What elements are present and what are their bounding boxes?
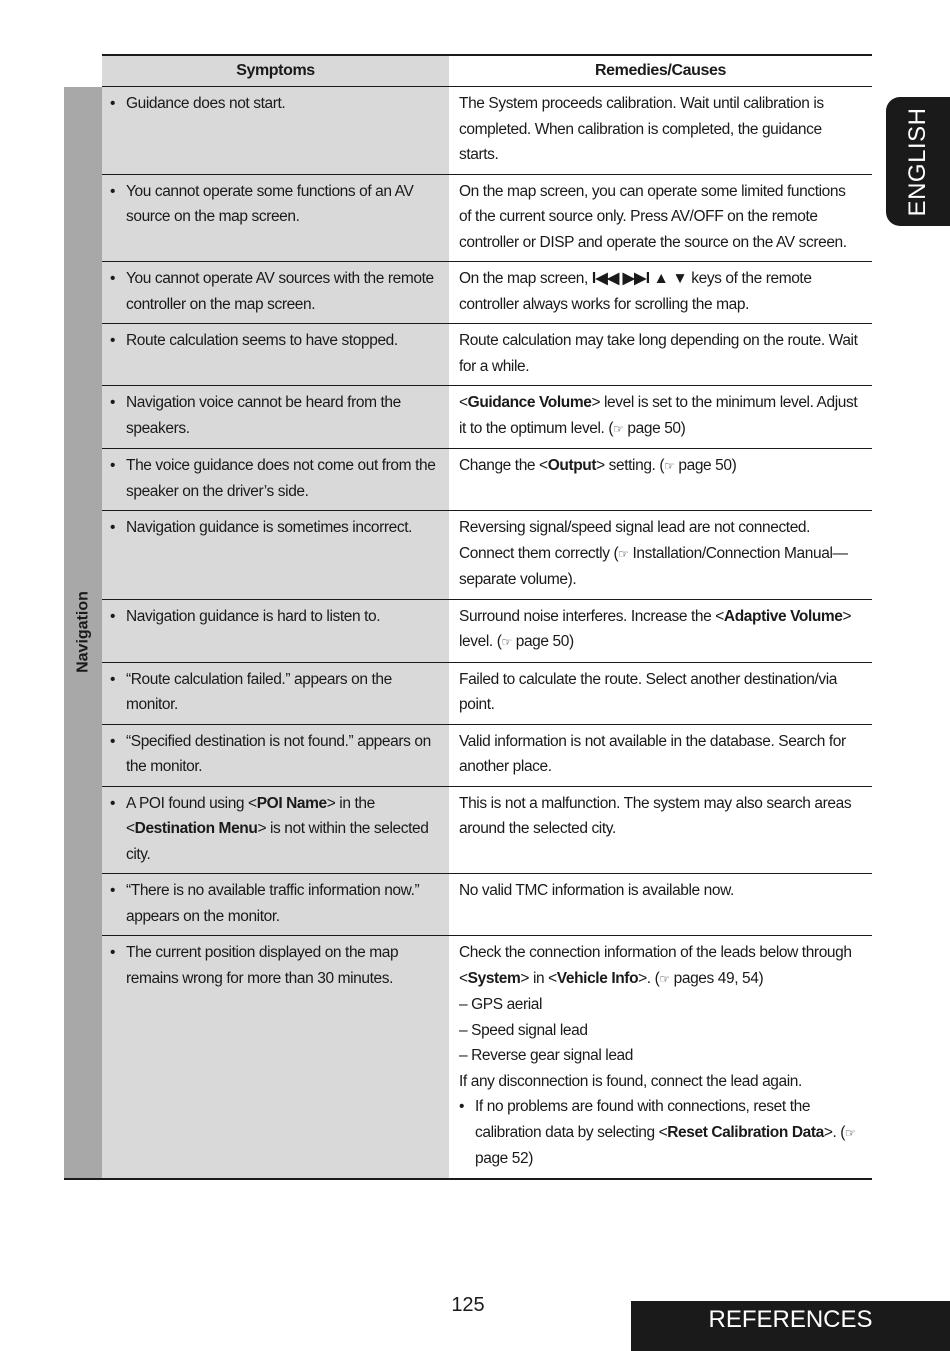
- remedy-cell: [449, 599, 872, 662]
- table-row: [64, 87, 872, 175]
- page-reference-text: page 50): [674, 457, 737, 474]
- remedy-cell: [449, 386, 872, 449]
- lead-list-item: – Reverse gear signal lead: [459, 1047, 633, 1064]
- table-row: [64, 599, 872, 662]
- remedy-text: Reversing signal/speed signal lead are not connected. Connect them correctly (: [459, 519, 811, 562]
- remedy-text: > level is set to the minimum level. Adjust it to the optimum level. (: [459, 394, 858, 437]
- symptom-cell: [102, 936, 449, 1179]
- bullet-icon: •: [110, 519, 116, 536]
- remedy-cell: [449, 324, 872, 386]
- page-reference-icon: ☞: [845, 1125, 856, 1140]
- table-row: [64, 786, 872, 874]
- remedy-text-part: >. (: [823, 1123, 846, 1141]
- symptom-text: “There is no available traffic information now.” appears on the monitor.: [126, 882, 420, 925]
- header-blank: [64, 55, 102, 87]
- remedy-text: Surround noise interferes. Increase the <: [459, 607, 724, 625]
- symptom-cell: [102, 511, 449, 600]
- table-row: [64, 511, 872, 600]
- symptom-cell: [102, 87, 449, 175]
- symptom-text: Navigation guidance is hard to listen to.: [126, 607, 381, 625]
- page-reference-text: page 50): [511, 633, 574, 650]
- page-reference-text: pages 49, 54): [669, 969, 764, 987]
- category-label: Navigation: [74, 591, 92, 673]
- setting-name: Output: [547, 457, 597, 474]
- sub-bullet: [459, 1094, 860, 1172]
- remedy-text: [459, 940, 860, 992]
- symptom-text: Navigation voice cannot be heard from the speakers.: [126, 394, 401, 437]
- remedy-text: Change the <: [459, 457, 548, 474]
- menu-name: POI Name: [256, 794, 327, 812]
- symptom-text: The voice guidance does not come out from the speaker on the driver’s side.: [126, 457, 436, 500]
- symptom-text: “Route calculation failed.” appears on the monitor.: [126, 670, 392, 713]
- bullet-icon: •: [110, 670, 116, 688]
- symptom-cell: [102, 662, 449, 724]
- language-tab-label: ENGLISH: [904, 107, 931, 216]
- remedy-cell: [449, 724, 872, 786]
- table-row: [64, 936, 872, 1179]
- symptom-text-part: > in the <: [126, 794, 375, 837]
- bullet-icon: •: [110, 270, 116, 287]
- remedy-text-part: Check the connection information of the leads below through <: [459, 944, 852, 987]
- lead-list-item: – GPS aerial: [459, 996, 543, 1013]
- remedy-cell: [449, 874, 872, 936]
- symptom-cell: [102, 174, 449, 262]
- remedy-text: Valid information is not available in the database. Search for another place.: [459, 732, 846, 775]
- bullet-icon: •: [110, 882, 116, 899]
- bullet-icon: •: [110, 457, 116, 474]
- symptom-cell: [102, 386, 449, 449]
- remedy-text-part: >. (: [638, 969, 660, 987]
- symptom-cell: [102, 262, 449, 324]
- page-reference-icon: ☞: [501, 635, 512, 649]
- setting-name: Reset Calibration Data: [667, 1123, 824, 1141]
- remedy-text: On the map screen, you can operate some limited functions of the current source only. Press AV/OFF on the remote controller or DISP and operate the source on the AV screen.: [459, 182, 847, 251]
- symptom-text: Route calculation seems to have stopped.: [126, 332, 398, 349]
- table-row: [64, 724, 872, 786]
- page-reference-icon: ☞: [613, 421, 624, 436]
- remote-keys-icon: I◀◀ ▶▶I ▲ ▼: [591, 270, 688, 287]
- symptom-text-part: > is not within the selected city.: [126, 820, 429, 863]
- remedy-cell: [449, 262, 872, 324]
- category-cell: [64, 87, 102, 1179]
- remedy-cell: [449, 449, 872, 511]
- remedy-text: Failed to calculate the route. Select another destination/via point.: [459, 670, 837, 713]
- remedy-cell: [449, 786, 872, 874]
- bullet-icon: •: [110, 607, 116, 625]
- remedy-text: Installation/Connection Manual—separate volume).: [459, 544, 848, 588]
- section-tab[interactable]: REFERENCES: [631, 1301, 950, 1351]
- bullet-icon: •: [459, 1098, 465, 1115]
- remedy-text: <: [459, 394, 468, 411]
- remedy-text: The System proceeds calibration. Wait until calibration is completed. When calibration is completed, the guidance starts.: [459, 95, 824, 163]
- remedy-cell: [449, 662, 872, 724]
- language-tab[interactable]: [886, 97, 950, 226]
- symptom-cell: [102, 449, 449, 511]
- page-reference-icon: ☞: [618, 546, 629, 561]
- remedy-text: > level. (: [459, 607, 852, 650]
- remedy-text: > setting. (: [596, 457, 665, 474]
- remedy-cell: [449, 511, 872, 600]
- symptom-cell: [102, 874, 449, 936]
- symptoms-header: Symptoms: [102, 55, 449, 87]
- symptom-cell: [102, 324, 449, 386]
- bullet-icon: •: [110, 95, 116, 112]
- page-reference-icon: ☞: [664, 459, 675, 473]
- bullet-icon: •: [110, 394, 116, 411]
- table-row: [64, 324, 872, 386]
- remedy-text-part: If no problems are found with connections, reset the calibration data by selecting <: [475, 1098, 811, 1141]
- remedy-text: This is not a malfunction. The system may also search areas around the selected city.: [459, 794, 852, 837]
- remedy-cell: [449, 87, 872, 175]
- bullet-icon: •: [110, 182, 116, 200]
- bullet-icon: •: [110, 332, 116, 349]
- menu-name: Destination Menu: [134, 820, 258, 837]
- page-number: 125: [451, 1294, 485, 1316]
- setting-name: Guidance Volume: [467, 394, 592, 411]
- remedy-text: On the map screen,: [459, 270, 592, 287]
- symptom-text: Guidance does not start.: [126, 95, 286, 112]
- remedy-text: If any disconnection is found, connect the lead again.: [459, 1072, 802, 1090]
- table-row: [64, 386, 872, 449]
- bullet-icon: •: [110, 944, 116, 961]
- symptom-text-part: A POI found using <: [126, 794, 257, 812]
- table-row: [64, 262, 872, 324]
- remedy-text-part: > in <: [520, 969, 557, 987]
- table-row: [64, 449, 872, 511]
- page-reference-text: page 50): [623, 419, 686, 437]
- remedy-text: Route calculation may take long depending on the route. Wait for a while.: [459, 332, 858, 375]
- table-header-row: [64, 55, 872, 87]
- remedy-text: keys of the remote controller always works for scrolling the map.: [459, 270, 812, 313]
- page-reference-icon: ☞: [659, 971, 670, 986]
- symptom-text: You cannot operate AV sources with the remote controller on the map screen.: [126, 270, 434, 313]
- symptom-text: “Specified destination is not found.” appears on the monitor.: [126, 732, 431, 775]
- symptom-text: You cannot operate some functions of an AV source on the map screen.: [126, 182, 414, 225]
- setting-name: Adaptive Volume: [723, 607, 843, 625]
- symptom-cell: [102, 599, 449, 662]
- bullet-icon: •: [110, 732, 116, 750]
- table-row: [64, 874, 872, 936]
- table-row: [64, 662, 872, 724]
- troubleshooting-table: [64, 54, 872, 1180]
- symptom-text: [126, 791, 439, 868]
- symptom-text: Navigation guidance is sometimes incorrect.: [126, 519, 413, 536]
- remedy-text: No valid TMC information is available now.: [459, 882, 734, 899]
- menu-name: Vehicle Info: [556, 969, 639, 987]
- menu-name: System: [467, 969, 521, 987]
- page-reference-text: page 52): [475, 1150, 533, 1167]
- remedy-cell: [449, 936, 872, 1179]
- table-row: [64, 174, 872, 262]
- remedies-header: Remedies/Causes: [449, 55, 872, 87]
- lead-list-item: – Speed signal lead: [459, 1021, 588, 1039]
- symptom-text: The current position displayed on the map remains wrong for more than 30 minutes.: [126, 944, 399, 987]
- bullet-icon: •: [110, 794, 116, 812]
- remedy-cell: [449, 174, 872, 262]
- symptom-cell: [102, 786, 449, 874]
- symptom-cell: [102, 724, 449, 786]
- sub-bullet-text: [475, 1094, 860, 1172]
